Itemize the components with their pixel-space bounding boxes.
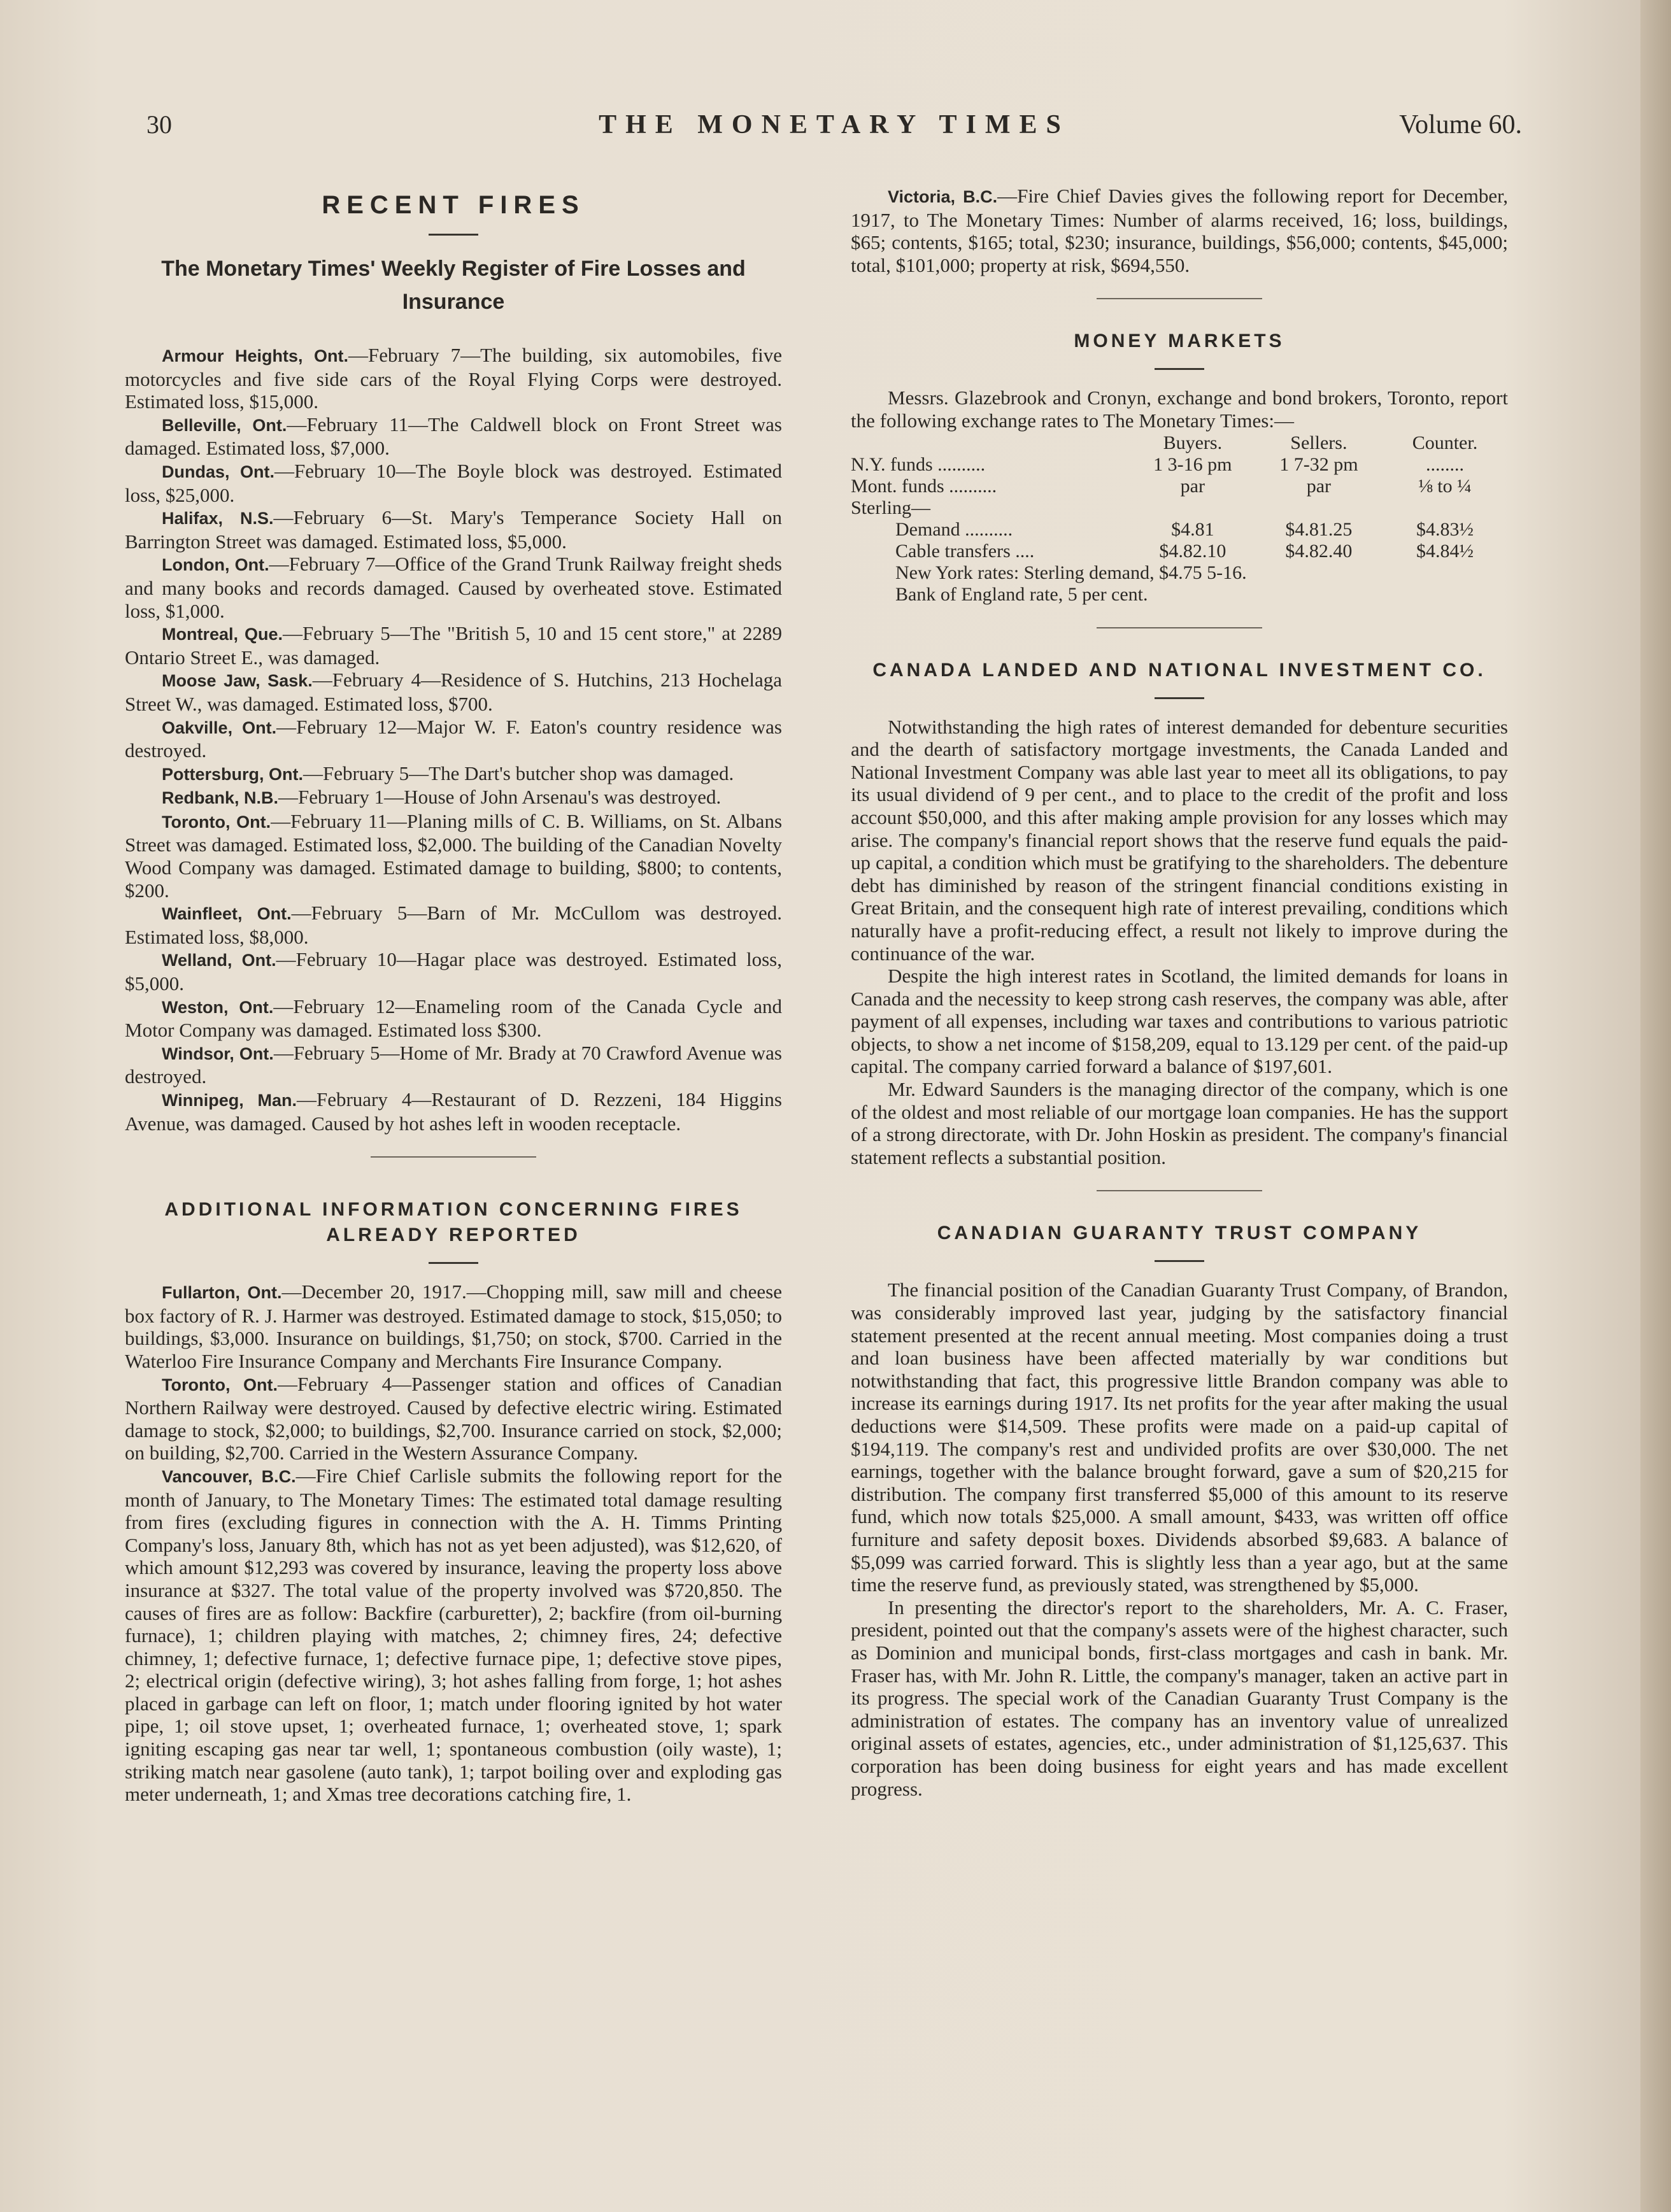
row-label: Mont. funds .......... xyxy=(851,475,997,497)
fire-entry xyxy=(125,1464,782,1806)
fire-place: Armour Heights, Ont. xyxy=(162,346,348,365)
counter-cell xyxy=(1382,497,1508,519)
counter-cell: ⅛ to ¼ xyxy=(1418,475,1472,497)
recent-fires-list xyxy=(125,344,782,1135)
fire-entry xyxy=(125,1088,782,1135)
fire-text: —February 6—St. Mary's Temperance Society Hall on Barrington Street was damaged. Estimated loss, $5,000. xyxy=(125,506,782,553)
rate-note: Bank of England rate, 5 per cent. xyxy=(895,583,1148,605)
counter-cell: ........ xyxy=(1425,453,1464,475)
sellers-cell: par xyxy=(1306,475,1332,497)
fire-text: —February 5—Barn of Mr. McCullom was destroyed. Estimated loss, $8,000. xyxy=(125,902,782,948)
fire-text: —February 7—The building, six automobiles, five motorcycles and five side cars of the Royal Flying Corps were destroyed. Estimated loss, $15,000. xyxy=(125,344,782,413)
fire-place: Winnipeg, Man. xyxy=(162,1091,297,1110)
buyers-cell: $4.82.10 xyxy=(1159,540,1227,562)
table-row xyxy=(851,476,1508,497)
fire-entry xyxy=(125,506,782,553)
table-row xyxy=(851,497,1508,519)
column-header: Buyers. xyxy=(1163,432,1223,453)
fire-entry xyxy=(125,1373,782,1464)
buyers-cell xyxy=(1130,497,1256,519)
fire-entry xyxy=(125,786,782,810)
fire-place: Victoria, B.C. xyxy=(888,187,998,206)
fire-entry xyxy=(125,995,782,1042)
fire-place: Wainfleet, Ont. xyxy=(162,904,292,924)
volume-label: Volume 60. xyxy=(1399,110,1522,139)
fire-text: —February 10—Hagar place was destroyed. Estimated loss, $5,000. xyxy=(125,948,783,995)
fire-text: —February 10—The Boyle block was destroyed. Estimated loss, $25,000. xyxy=(125,459,782,506)
fire-entry xyxy=(125,622,782,669)
row-label: N.Y. funds .......... xyxy=(851,453,986,475)
row-label: Cable transfers .... xyxy=(895,540,1035,562)
exchange-rates-table xyxy=(851,432,1508,562)
sellers-cell: $4.81.25 xyxy=(1285,518,1353,540)
fire-text: —February 5—The "British 5, 10 and 15 cent store," at 2289 Ontario Street E., was damaged. xyxy=(125,622,782,669)
article-paragraph: In presenting the director's report to the shareholders, Mr. A. C. Fraser, president, pointed out that the company's assets were of the highest character, such as Dominion and municipal bonds, first-class mortgages and cash in bank. Mr. Fraser has, with Mr. John R. Little, the company's manager, taken an active part in its progress. The special work of the Canadian Guaranty Trust Company is the administration of estates. The company has an inventory value of unrealized original assets of estates, agencies, etc., under administration of $1,125,637. This corporation has been doing business for eight years and has made excellent progress. xyxy=(851,1596,1508,1800)
fire-entry xyxy=(125,1280,782,1372)
fire-place: Belleville, Ont. xyxy=(162,415,287,435)
sellers-cell xyxy=(1256,497,1382,519)
canada-landed-heading: CANADA LANDED AND NATIONAL INVESTMENT CO. xyxy=(872,659,1486,681)
money-markets-intro: Messrs. Glazebrook and Cronyn, exchange and bond brokers, Toronto, report the following exchange rates to The Monetary Times:— xyxy=(851,386,1508,432)
counter-cell: $4.84½ xyxy=(1416,540,1474,562)
money-markets-heading: MONEY MARKETS xyxy=(1074,330,1285,352)
fire-entry xyxy=(125,553,782,622)
heading-rule xyxy=(1155,368,1204,370)
buyers-cell: 1 3-16 pm xyxy=(1153,453,1232,475)
fire-text: —February 4—Residence of S. Hutchins, 213 Hochelaga Street W., was damaged. Estimated loss, $700. xyxy=(125,669,782,715)
fire-text: —December 20, 1917.—Chopping mill, saw mill and cheese box factory of R. J. Harmer was destroyed. Estimated damage to stock, $15,050; to buildings, $3,000. Insurance on buildings, $1,750; on stock, $700. Carried in the Waterloo Fire Insurance Company and Merchants Fire Insurance Company. xyxy=(125,1280,782,1372)
fire-place: Halifax, N.S. xyxy=(162,509,274,528)
canadian-guaranty-heading: CANADIAN GUARANTY TRUST COMPANY xyxy=(937,1223,1422,1244)
table-header-row xyxy=(851,432,1508,454)
fire-entry xyxy=(125,948,782,995)
heading-rule xyxy=(429,234,478,236)
fire-entry xyxy=(125,460,782,506)
buyers-cell: $4.81 xyxy=(1171,518,1214,540)
fire-entry xyxy=(125,344,782,413)
additional-info-heading: ADDITIONAL INFORMATION CONCERNING FIRES ALREADY REPORTED xyxy=(164,1199,743,1246)
rate-note: New York rates: Sterling demand, $4.75 5-16. xyxy=(895,562,1247,583)
fire-place: Moose Jaw, Sask. xyxy=(162,671,313,691)
fire-entry xyxy=(125,762,782,786)
column-header: Sellers. xyxy=(1290,432,1347,453)
journal-title: THE MONETARY TIMES xyxy=(599,110,1070,139)
right-column xyxy=(851,178,1508,1800)
section-divider xyxy=(1097,298,1262,299)
fire-text: —February 5—The Dart's butcher shop was damaged. xyxy=(303,762,734,784)
fire-text: —February 12—Enameling room of the Canada Cycle and Motor Company was damaged. Estimated loss $300. xyxy=(125,995,782,1042)
buyers-cell: par xyxy=(1180,475,1205,497)
fire-text: —February 5—Home of Mr. Brady at 70 Crawford Avenue was destroyed. xyxy=(125,1041,782,1088)
sellers-cell: $4.82.40 xyxy=(1285,540,1353,562)
column-header: Counter. xyxy=(1412,432,1478,453)
page-number: 30 xyxy=(146,110,172,139)
fire-place: Montreal, Que. xyxy=(162,625,283,644)
fire-place: Vancouver, B.C. xyxy=(162,1466,296,1486)
article-paragraph: Mr. Edward Saunders is the managing director of the company, which is one of the oldest and most reliable of our mortgage loan companies. He has the support of a strong directorate, with Dr. John Hoskin as president. The company's financial statement reflects a substantial position. xyxy=(851,1078,1508,1168)
fire-text: —Fire Chief Carlisle submits the following report for the month of January, to The Monetary Times: The estimated total damage resulting from fires (excluding figures in connection with the A. H. Timms Printing Company's loss, January 8th, which has not as yet been adjusted), was $12,620, of which amount $12,293 was covered by insurance, leaving the property loss above insurance at $327. The total value of the property involved was $720,850. The causes of fires are as follow: Backfire (carburetter), 2; backfire (from oil-burning furnace), 1; children playing with matches, 2; chimney fires, 24; defective chimney, 1; defective furnace, 1; defective furnace pipe, 1; defective stove pipes, 2; electrical origin (defective wiring), 3; hot ashes falling from forge, 1; hot ashes placed in garbage can left on floor, 1; match under flooring ignited by hot water pipe, 1; oil stove upset, 1; overheated furnace, 1; overheated stove, 1; spark igniting escaping gas near tar well, 1; spontaneous combustion (oily waste), 1; striking match near gasolene (auto tank), 1; tarpot boiling over and exploding gas meter underneath, 1; and Xmas tree decorations catching fire, 1. xyxy=(125,1464,783,1806)
fire-place: Toronto, Ont. xyxy=(162,1375,278,1394)
article-paragraph: The financial position of the Canadian Guaranty Trust Company, of Brandon, was considerably improved last year, judging by the satisfactory financial statement presented at the recent annual meeting. Most companies doing a trust and loan business have been affected materially by war conditions but notwithstanding that fact, this progressive little Brandon company was able to increase its earnings during 1917. Its net profits for the year after making the usual deductions were $14,509. These profits were made on a paid-up capital of $194,119. The company's rest and undivided profits are over $30,000. The net earnings, together with the balance brought forward, gave a sum of $20,215 for distribution. The company first transferred $5,000 of this amount to its reserve fund, which now totals $25,000. A small amount, $433, was written off office furniture and safety deposit boxes. Dividends absorbed $9,683. A balance of $5,099 was carried forward. This is slightly less than a year ago, but at the same time the reserve fund, as previously stated, was strengthened by $5,000. xyxy=(851,1279,1508,1596)
fire-text: —February 11—The Caldwell block on Front Street was damaged. Estimated loss, $7,000. xyxy=(125,413,782,460)
fire-text: —February 11—Planing mills of C. B. Williams, on St. Albans Street was damaged. Estimated loss, $2,000. The building of the Canadian Novelty Wood Company was damaged. Estimated damage to building, $800; to contents, $200. xyxy=(125,809,783,902)
victoria-entry xyxy=(851,185,1508,276)
table-row xyxy=(851,519,1508,541)
fire-place: London, Ont. xyxy=(162,555,269,575)
fire-text: —February 1—House of John Arsenau's was destroyed. xyxy=(278,786,722,809)
page-edge-shadow xyxy=(1640,0,1671,2212)
counter-cell: $4.83½ xyxy=(1416,518,1474,540)
fire-text: —February 12—Major W. F. Eaton's country residence was destroyed. xyxy=(125,715,782,762)
fire-text: —Fire Chief Davies gives the following report for December, 1917, to The Monetary Times: Number of alarms received, 16; loss, buildings, $65; contents, $165; total, $230; insurance, buildings, $56,000; contents, $45,000; total, $101,000; property at risk, $694,550. xyxy=(851,185,1508,276)
fire-entry xyxy=(125,413,782,460)
additional-info-list xyxy=(125,1280,782,1806)
recent-fires-heading: RECENT FIRES xyxy=(322,191,585,219)
row-label: Demand .......... xyxy=(895,518,1013,540)
left-column xyxy=(125,178,782,1806)
fire-place: Fullarton, Ont. xyxy=(162,1283,282,1303)
article-paragraph: Notwithstanding the high rates of interest demanded for debenture securities and the dearth of satisfactory mortgage investments, the Canada Landed and National Investment Company was able last year to meet all its obligations, to pay its usual dividend of 9 per cent., and to place to the credit of the profit and loss account $50,000, and this after making ample provision for any losses which may arise. The company's financial report shows that the reserve fund equals the paid-up capital, a condition which must be gratifying to the shareholders. The debenture debt has diminished by reason of the stringent financial conditions existing in Great Britain, and the consequent high rate of interest prevailing, conditions which naturally have a profit-reducing effect, a result not likely to improve during the continuance of the war. xyxy=(851,715,1508,965)
section-divider xyxy=(1097,627,1262,628)
fire-entry xyxy=(125,669,782,715)
heading-rule xyxy=(1155,1260,1204,1262)
row-label: Sterling— xyxy=(851,497,930,518)
fire-place: Redbank, N.B. xyxy=(162,788,279,808)
sellers-cell: 1 7-32 pm xyxy=(1279,453,1358,475)
fire-text: —February 4—Passenger station and offices of Canadian Northern Railway were destroyed. Caused by defective electric wiring. Estimated damage to stock, $2,000; to buildings, $2,700. Insurance carried on stock, $2,000; on building, $2,700. Carried in the Western Assurance Company. xyxy=(125,1372,783,1464)
table-row xyxy=(851,541,1508,562)
fire-text: —February 7—Office of the Grand Trunk Railway freight sheds and many books and records damaged. Caused by overheated stove. Estimated loss, $1,000. xyxy=(125,553,782,622)
heading-rule xyxy=(1155,697,1204,699)
fire-entry xyxy=(125,716,782,762)
table-row xyxy=(851,454,1508,476)
section-divider xyxy=(371,1156,536,1158)
running-header xyxy=(146,110,1522,148)
fire-entry xyxy=(125,810,782,902)
fire-place: Pottersburg, Ont. xyxy=(162,764,303,784)
fire-place: Weston, Ont. xyxy=(162,997,274,1017)
heading-rule xyxy=(429,1262,478,1264)
recent-fires-subtitle: The Monetary Times' Weekly Register of Fire Losses and Insurance xyxy=(161,257,746,314)
fire-place: Toronto, Ont. xyxy=(162,812,271,832)
section-divider xyxy=(1097,1190,1262,1191)
fire-place: Windsor, Ont. xyxy=(162,1044,274,1063)
fire-entry xyxy=(125,1042,782,1088)
fire-place: Welland, Ont. xyxy=(162,951,276,970)
article-paragraph: Despite the high interest rates in Scotland, the limited demands for loans in Canada and the necessity to keep strong cash reserves, the company was able, after payment of all expenses, including war taxes and contributions to various patriotic objects, to show a net income of $158,209, equal to 13.129 per cent. of the paid-up capital. The company carried forward a balance of $197,601. xyxy=(851,965,1508,1078)
fire-place: Dundas, Ont. xyxy=(162,462,275,481)
fire-text: —February 4—Restaurant of D. Rezzeni, 184 Higgins Avenue, was damaged. Caused by hot ashes left in wooden receptacle. xyxy=(125,1088,782,1135)
fire-entry xyxy=(125,902,782,948)
fire-place: Oakville, Ont. xyxy=(162,718,277,737)
